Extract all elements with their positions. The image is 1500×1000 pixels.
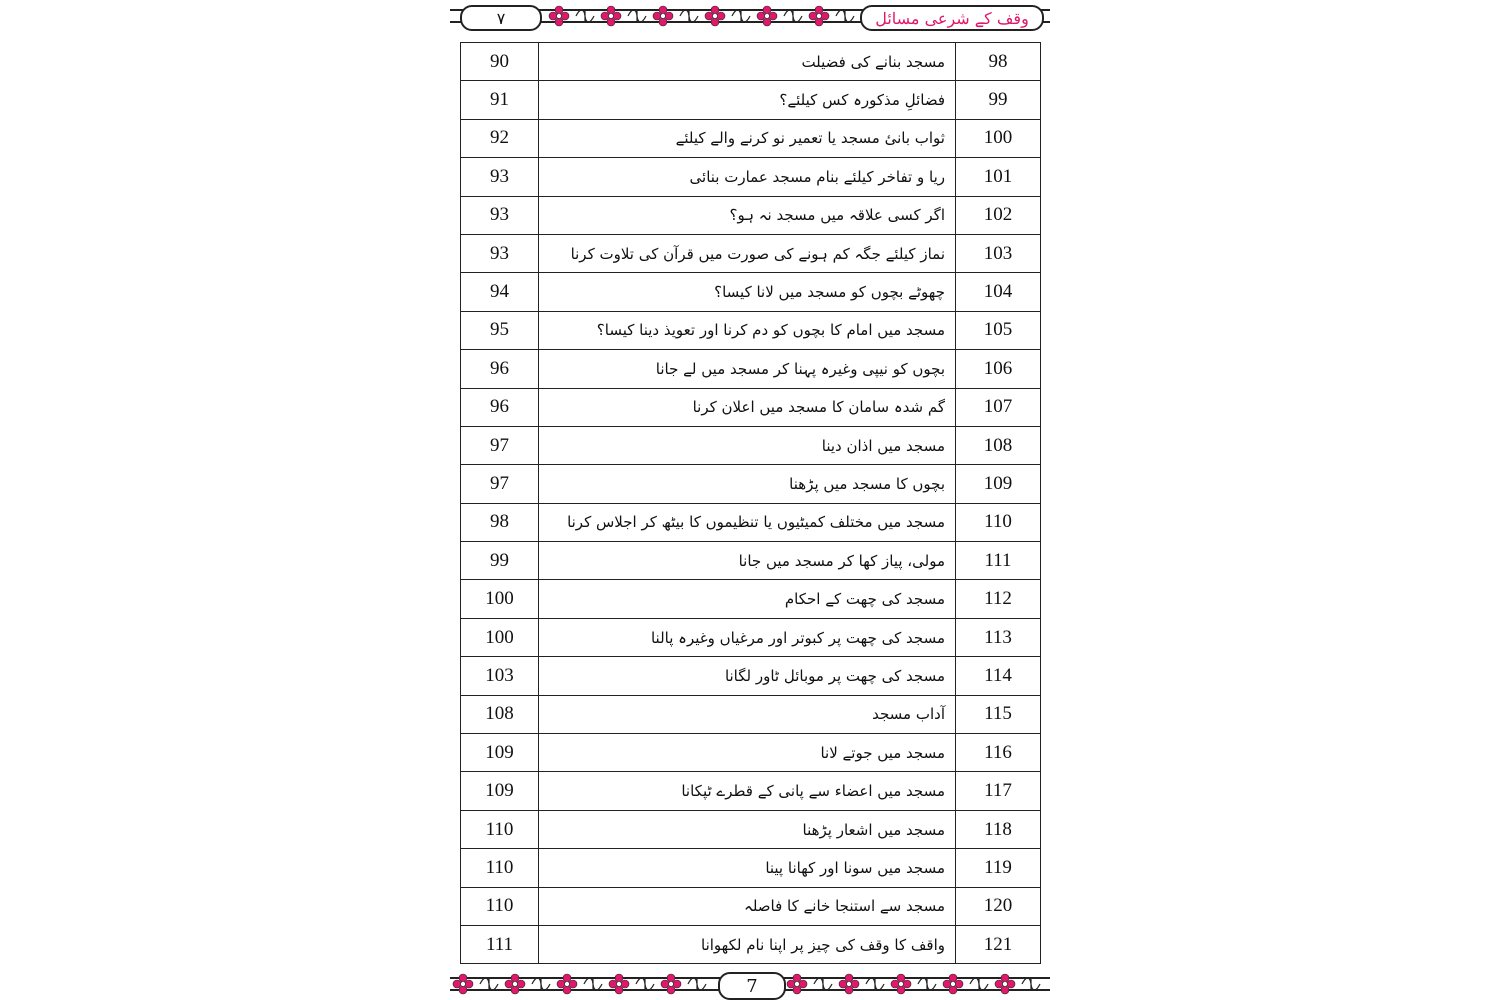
toc-page-number: 110	[461, 849, 539, 886]
toc-page-number: 97	[461, 427, 539, 464]
flower-ornament-icon	[548, 5, 570, 27]
toc-page-number: 93	[461, 158, 539, 195]
toc-entry-title: مسجد میں جوتے لانا	[539, 734, 956, 771]
toc-page-number: 96	[461, 389, 539, 426]
toc-row	[461, 926, 1040, 963]
ornament-row-left	[452, 971, 708, 997]
toc-page-number: 100	[461, 580, 539, 617]
scroll-ornament-icon	[730, 5, 752, 27]
scroll-ornament-icon	[686, 973, 708, 995]
toc-page-number: 93	[461, 235, 539, 272]
toc-entry-title: گم شدہ سامان کا مسجد میں اعلان کرنا	[539, 389, 956, 426]
flower-ornament-icon	[608, 973, 630, 995]
toc-entry-title: بچوں کا مسجد میں پڑھنا	[539, 465, 956, 502]
toc-entry-number: 112	[984, 588, 1012, 610]
toc-entry-title: مسجد میں سونا اور کھانا پینا	[539, 849, 956, 886]
toc-entry-title: اگر کسی علاقہ میں مسجد نہ ہو؟	[539, 197, 956, 234]
scroll-ornament-icon	[782, 5, 804, 27]
toc-entry-number: 121	[983, 933, 1013, 955]
toc-row	[461, 427, 1040, 465]
flower-ornament-icon	[504, 973, 526, 995]
toc-entry-title: مسجد کی چھت پر کبوتر اور مرغیاں وغیرہ پالنا	[539, 619, 956, 656]
book-title: وقف کے شرعی مسائل	[860, 5, 1044, 31]
toc-entry-title: ریا و تفاخر کیلئے بنام مسجد عمارت بنائی	[539, 158, 956, 195]
toc-page-number: 110	[461, 888, 539, 925]
scroll-ornament-icon	[634, 973, 656, 995]
toc-entry-number: 113	[984, 626, 1012, 648]
toc-page-number: 94	[461, 273, 539, 310]
header-border	[450, 3, 1050, 29]
toc-entry-title: مسجد میں اعضاء سے پانی کے قطرے ٹپکانا	[539, 772, 956, 809]
flower-ornament-icon	[942, 973, 964, 995]
toc-page-number: 109	[461, 772, 539, 809]
toc-row	[461, 120, 1040, 158]
toc-entry-number: 105	[983, 319, 1013, 341]
toc-page-number: 103	[461, 657, 539, 694]
toc-entry-number: 107	[983, 396, 1013, 418]
toc-entry-title: مولی، پیاز کھا کر مسجد میں جانا	[539, 542, 956, 579]
toc-page-number: 111	[461, 926, 539, 963]
flower-ornament-icon	[994, 973, 1016, 995]
toc-row	[461, 465, 1040, 503]
toc-entry-title: بچوں کو نیپی وغیرہ پہنا کر مسجد میں لے جانا	[539, 350, 956, 387]
toc-row	[461, 849, 1040, 887]
ornament-row-right	[786, 971, 1042, 997]
toc-entry-title: مسجد میں اشعار پڑھنا	[539, 811, 956, 848]
toc-entry-title: مسجد کی چھت پر موبائل ٹاور لگانا	[539, 657, 956, 694]
scroll-ornament-icon	[812, 973, 834, 995]
toc-entry-title: فضائلِ مذکورہ کس کیلئے؟	[539, 81, 956, 118]
toc-page-number: 110	[461, 811, 539, 848]
toc-row	[461, 312, 1040, 350]
ornament-row-left	[548, 3, 856, 29]
toc-page-number: 98	[461, 504, 539, 541]
toc-row	[461, 772, 1040, 810]
scroll-ornament-icon	[530, 973, 552, 995]
flower-ornament-icon	[786, 973, 808, 995]
toc-entry-title: ثواب بانیٔ مسجد یا تعمیر نو کرنے والے کیلئے	[539, 120, 956, 157]
scroll-ornament-icon	[478, 973, 500, 995]
toc-entry-title: مسجد کی چھت کے احکام	[539, 580, 956, 617]
toc-entry-number: 103	[983, 242, 1013, 264]
toc-page-number: 92	[461, 120, 539, 157]
toc-row	[461, 235, 1040, 273]
toc-row	[461, 273, 1040, 311]
toc-row	[461, 389, 1040, 427]
toc-entry-number: 110	[984, 511, 1012, 533]
toc-entry-title: مسجد میں امام کا بچوں کو دم کرنا اور تعویذ دینا کیسا؟	[539, 312, 956, 349]
toc-row	[461, 888, 1040, 926]
toc-table	[460, 42, 1041, 964]
toc-entry-number: 117	[984, 780, 1012, 802]
flower-ornament-icon	[556, 973, 578, 995]
flower-ornament-icon	[890, 973, 912, 995]
toc-entry-number: 114	[984, 664, 1012, 686]
footer-border	[450, 971, 1050, 997]
toc-entry-title: مسجد سے استنجا خانے کا فاصلہ	[539, 888, 956, 925]
toc-page-number: 95	[461, 312, 539, 349]
toc-entry-title: مسجد میں اذان دینا	[539, 427, 956, 464]
toc-entry-number: 118	[984, 818, 1012, 840]
toc-row	[461, 696, 1040, 734]
flower-ornament-icon	[838, 973, 860, 995]
toc-page-number: 90	[461, 43, 539, 80]
toc-row	[461, 811, 1040, 849]
toc-row	[461, 542, 1040, 580]
toc-row	[461, 657, 1040, 695]
scroll-ornament-icon	[582, 973, 604, 995]
toc-row	[461, 43, 1040, 81]
toc-entry-number: 99	[988, 89, 1008, 111]
scroll-ornament-icon	[678, 5, 700, 27]
toc-row	[461, 504, 1040, 542]
toc-entry-number: 111	[984, 549, 1012, 571]
toc-entry-number: 109	[983, 472, 1013, 494]
toc-entry-number: 120	[983, 895, 1013, 917]
toc-page-number: 100	[461, 619, 539, 656]
toc-row	[461, 619, 1040, 657]
toc-entry-number: 101	[983, 165, 1013, 187]
scroll-ornament-icon	[626, 5, 648, 27]
scroll-ornament-icon	[1020, 973, 1042, 995]
flower-ornament-icon	[808, 5, 830, 27]
toc-entry-number: 100	[983, 127, 1013, 149]
toc-entry-number: 119	[984, 856, 1012, 878]
scroll-ornament-icon	[864, 973, 886, 995]
toc-entry-number: 104	[983, 281, 1013, 303]
toc-row	[461, 580, 1040, 618]
flower-ornament-icon	[756, 5, 778, 27]
flower-ornament-icon	[660, 973, 682, 995]
toc-page-number: 109	[461, 734, 539, 771]
toc-entry-title: مسجد بنانے کی فضیلت	[539, 43, 956, 80]
toc-entry-number: 98	[988, 50, 1008, 72]
toc-row	[461, 734, 1040, 772]
scroll-ornament-icon	[968, 973, 990, 995]
toc-page-number: 93	[461, 197, 539, 234]
toc-entry-title: نماز کیلئے جگہ کم ہونے کی صورت میں قرآن کی تلاوت کرنا	[539, 235, 956, 272]
toc-page-number: 99	[461, 542, 539, 579]
flower-ornament-icon	[452, 973, 474, 995]
scroll-ornament-icon	[574, 5, 596, 27]
toc-page-number: 91	[461, 81, 539, 118]
toc-row	[461, 197, 1040, 235]
toc-row	[461, 158, 1040, 196]
toc-row	[461, 81, 1040, 119]
toc-entry-number: 115	[984, 703, 1012, 725]
toc-row	[461, 350, 1040, 388]
toc-entry-title: آداب مسجد	[539, 696, 956, 733]
toc-page-number: 108	[461, 696, 539, 733]
toc-entry-number: 108	[983, 434, 1013, 456]
toc-entry-number: 106	[983, 357, 1013, 379]
toc-page-number: 96	[461, 350, 539, 387]
flower-ornament-icon	[600, 5, 622, 27]
footer-page-number: 7	[718, 972, 786, 1000]
toc-entry-title: مسجد میں مختلف کمیٹیوں یا تنظیموں کا بیٹھ کر اجلاس کرنا	[539, 504, 956, 541]
toc-entry-number: 116	[984, 741, 1012, 763]
toc-entry-number: 102	[983, 204, 1013, 226]
toc-entry-title: چھوٹے بچوں کو مسجد میں لانا کیسا؟	[539, 273, 956, 310]
toc-entry-title: واقف کا وقف کی چیز پر اپنا نام لکھوانا	[539, 926, 956, 963]
flower-ornament-icon	[704, 5, 726, 27]
scroll-ornament-icon	[916, 973, 938, 995]
flower-ornament-icon	[652, 5, 674, 27]
scroll-ornament-icon	[834, 5, 856, 27]
toc-page-number: 97	[461, 465, 539, 502]
header-page-label: ٧	[460, 5, 542, 31]
